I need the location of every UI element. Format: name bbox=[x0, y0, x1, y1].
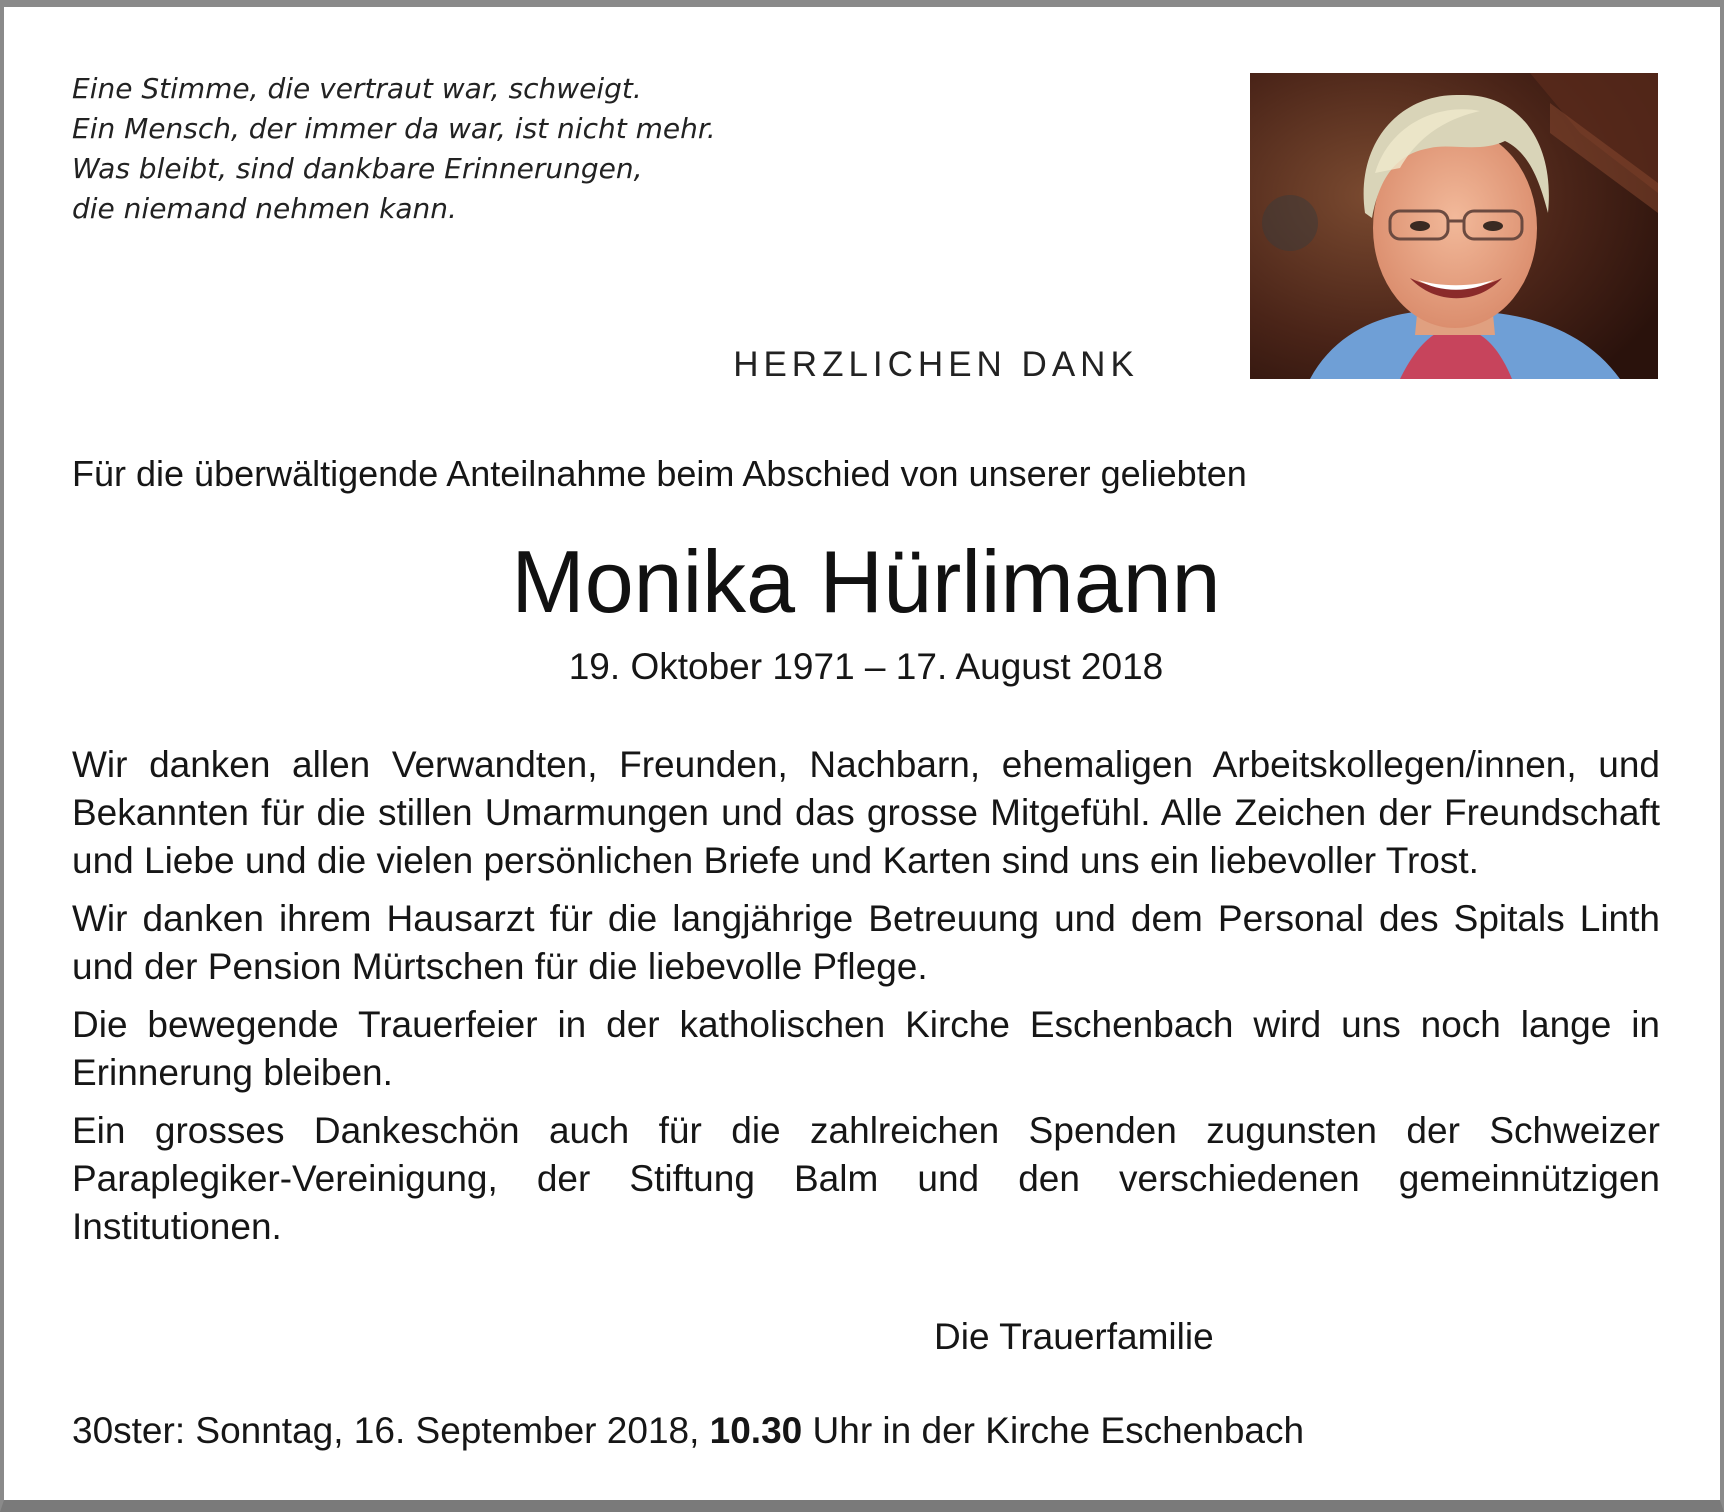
deceased-name: Monika Hürlimann bbox=[511, 532, 1221, 631]
poem-line: Eine Stimme, die vertraut war, schweigt. bbox=[72, 72, 642, 105]
poem-line: die niemand nehmen kann. bbox=[72, 192, 457, 225]
heading-thanks: HERZLICHEN DANK bbox=[733, 345, 1139, 384]
paragraph: Wir danken allen Verwandten, Freunden, Nachbarn, ehemaligen Arbeitskollegen/innen, und Bekannten für die stillen Umarmungen und das grosse Mitgefühl. Alle Zeichen der Freundschaft und Liebe und die vielen persönlichen Briefe und Karten sind uns ein liebevoller Trost. bbox=[72, 744, 1660, 881]
portrait-photo bbox=[1250, 73, 1658, 379]
life-dates: 19. Oktober 1971 – 17. August 2018 bbox=[568, 646, 1164, 687]
poem-line: Ein Mensch, der immer da war, ist nicht mehr. bbox=[72, 112, 716, 145]
paragraph: Die bewegende Trauerfeier in der katholischen Kirche Eschenbach wird uns noch lange in Erinnerung bleiben. bbox=[72, 1004, 1660, 1093]
service-date: 30ster: Sonntag, 16. September 2018, bbox=[72, 1410, 710, 1451]
paragraph: Ein grosses Dankeschön auch für die zahlreichen Spenden zugunsten der Schweizer Paraplegiker-Vereinigung, der Stiftung Balm und den verschiedenen gemeinnützigen Institutionen. bbox=[72, 1110, 1660, 1247]
memorial-service-info bbox=[72, 1407, 1304, 1455]
portrait-illustration bbox=[1250, 73, 1658, 379]
signature: Die Trauerfamilie bbox=[934, 1316, 1214, 1357]
service-time: 10.30 bbox=[709, 1410, 803, 1451]
poem-line: Was bleibt, sind dankbare Erinnerungen, bbox=[72, 152, 643, 185]
service-location: Uhr in der Kirche Eschenbach bbox=[802, 1410, 1305, 1451]
thanks-body bbox=[72, 741, 1660, 1261]
memorial-poem bbox=[72, 69, 1072, 229]
intro-text: Für die überwältigende Anteilnahme beim Abschied von unserer geliebten bbox=[72, 453, 1247, 494]
paragraph: Wir danken ihrem Hausarzt für die langjährige Betreuung und dem Personal des Spitals Linth und der Pension Mürtschen für die liebevolle Pflege. bbox=[72, 898, 1660, 987]
